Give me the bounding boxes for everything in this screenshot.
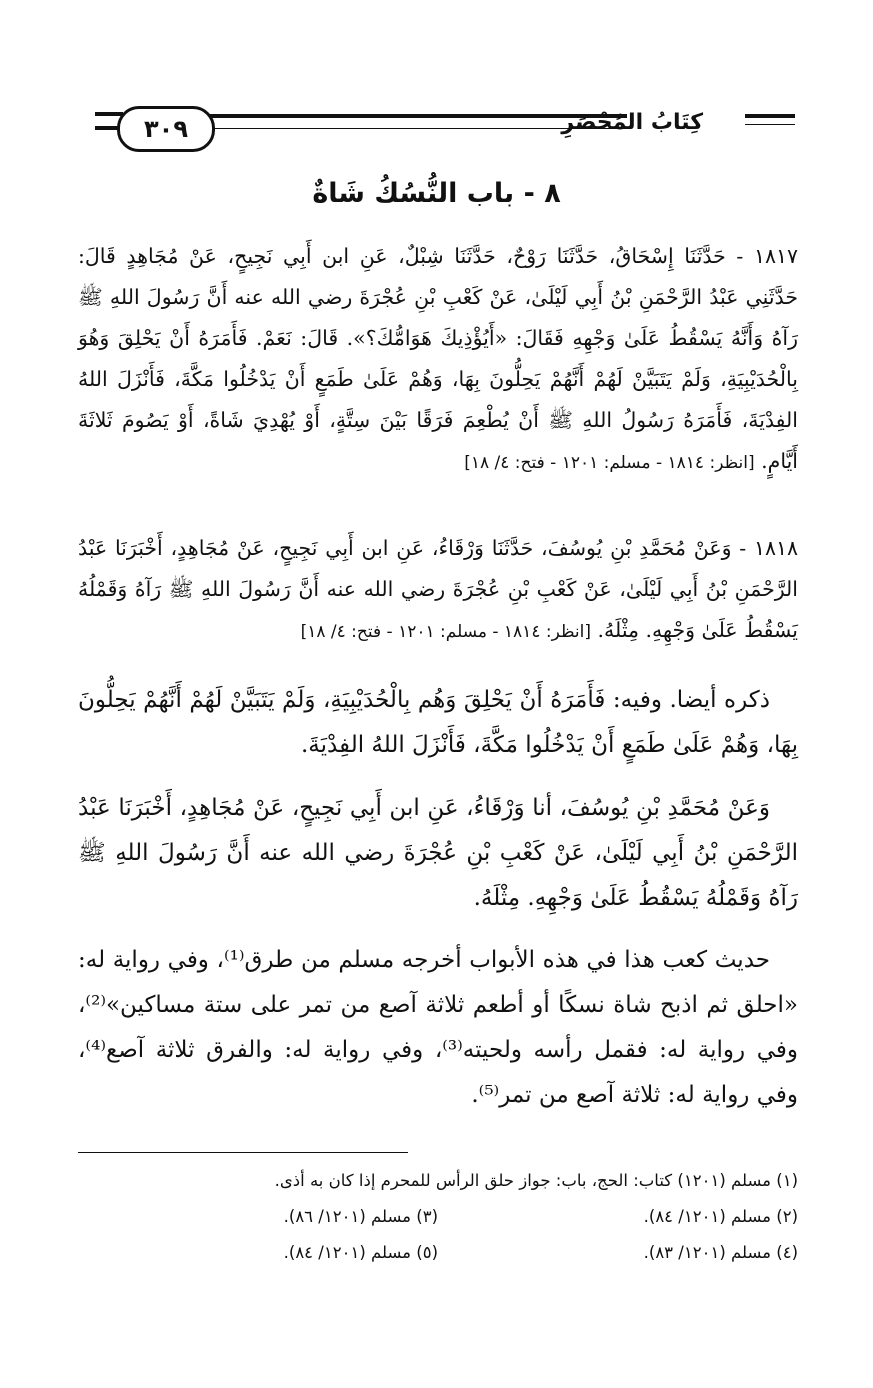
footnote-3: (٣) مسلم (١٢٠١/ ٨٦).: [283, 1206, 438, 1226]
hadith-1817: [78, 236, 798, 484]
footnote-1: (١) مسلم (١٢٠١) كتاب: الحج، باب: جواز حلق الرأس للمحرم إذا كان به أذى.: [274, 1170, 798, 1190]
commentary-text-2: وَعَنْ مُحَمَّدِ بْنِ يُوسُفَ، أنا وَرْقَاءُ، عَنِ ابن أَبِي نَجِيحٍ، عَنْ مُجَاهِدٍ، أَخْبَرَنَا عَبْدُ الرَّحْمَنِ بْنُ أَبِي لَيْلَىٰ، عَنْ كَعْبِ بْنِ عُجْرَةَ رضي الله عنه أَنَّ رَسُولَ اللهِ ﷺ رَآهُ وَقَمْلُهُ يَسْقُطُ عَلَىٰ وَجْهِهِ. مِثْلَهُ.: [78, 795, 798, 911]
footnote-separator: [78, 1152, 408, 1153]
header-rule-right-bottom: [745, 124, 795, 125]
chapter-title: ٨ - باب النُّسُكُ شَاةٌ: [312, 178, 561, 209]
hadith-1817-reference: [انظر: ١٨١٤ - مسلم: ١٢٠١ - فتح: ٤/ ١٨]: [464, 453, 755, 473]
footnote-5: (٥) مسلم (١٢٠١/ ٨٤).: [283, 1242, 438, 1262]
page-header: [95, 100, 795, 152]
hadith-1818-reference: [انظر: ١٨١٤ - مسلم: ١٢٠١ - فتح: ٤/ ١٨]: [300, 622, 591, 642]
footnote-2: (٢) مسلم (١٢٠١/ ٨٤).: [643, 1206, 798, 1226]
commentary-text-1: ذكره أيضا. وفيه: فَأَمَرَهُ أَنْ يَحْلِقَ وَهُم بِالْحُدَيْبِيَةِ، وَلَمْ يَتَبَيَّنْ لَهُمْ أَنَّهُمْ يَحِلُّونَ بِهَا، وَهُمْ عَلَىٰ طَمَعٍ أَنْ يَدْخُلُوا مَكَّةَ، فَأَنْزَلَ اللهُ الفِدْيَةَ.: [78, 687, 798, 758]
header-rule-left-top: [95, 112, 123, 116]
commentary-paragraph-3: [78, 938, 798, 1118]
hadith-1817-text: ١٨١٧ - حَدَّثَنَا إِسْحَاقُ، حَدَّثَنَا رَوْحٌ، حَدَّثَنَا شِبْلٌ، عَنِ ابن أَبِي نَجِيحٍ، عَنْ مُجَاهِدٍ قَالَ: حَدَّثَنِي عَبْدُ الرَّحْمَنِ بْنُ أَبِي لَيْلَىٰ، عَنْ كَعْبِ بْنِ عُجْرَةَ رضي الله عنه أَنَّ رَسُولَ اللهِ ﷺ رَآهُ وَأَنَّهُ يَسْقُطُ عَلَىٰ وَجْهِهِ فَقَالَ: «أَيُؤْذِيكَ هَوَامُّكَ؟». قَالَ: نَعَمْ. فَأَمَرَهُ أَنْ يَحْلِقَ وَهُوَ بِالْحُدَيْبِيَةِ، وَلَمْ يَتَبَيَّنْ لَهُمْ أَنَّهُمْ يَحِلُّونَ بِهَا، وَهُمْ عَلَىٰ طَمَعٍ أَنْ يَدْخُلُوا مَكَّةَ، فَأَنْزَلَ اللهُ الفِدْيَةَ، فَأَمَرَهُ رَسُولُ اللهِ ﷺ أَنْ يُطْعِمَ فَرَقًا بَيْنَ سِتَّةٍ، أَوْ يُهْدِيَ شَاةً، أَوْ يَصُومَ ثَلاثَةَ أَيَّامٍ.: [78, 244, 798, 473]
hadith-1818: [78, 528, 798, 653]
footnote-4: (٤) مسلم (١٢٠١/ ٨٣).: [643, 1242, 798, 1262]
commentary-text-3: حديث كعب هذا في هذه الأبواب أخرجه مسلم من طرق⁽¹⁾، وفي رواية له: «احلق ثم اذبح شاة نسكًا أو أطعم ثلاثة آصع من تمر على ستة مساكين»⁽²⁾، وفي رواية له: فقمل رأسه ولحيته⁽³⁾، وفي رواية له: والفرق ثلاثة آصع⁽⁴⁾، وفي رواية له: ثلاثة آصع من تمر⁽⁵⁾.: [78, 947, 798, 1108]
commentary-paragraph-1: [78, 678, 798, 768]
commentary-paragraph-2: [78, 786, 798, 921]
book-title: كِتَابُ المُحْصَرِ: [561, 110, 703, 135]
hadith-1818-text: ١٨١٨ - وَعَنْ مُحَمَّدِ بْنِ يُوسُفَ، حَدَّثَنَا وَرْقَاءُ، عَنِ ابن أَبِي نَجِيحٍ، عَنْ مُجَاهِدٍ، أَخْبَرَنَا عَبْدُ الرَّحْمَنِ بْنُ أَبِي لَيْلَىٰ، عَنْ كَعْبِ بْنِ عُجْرَةَ رضي الله عنه أَنَّ رَسُولَ اللهِ ﷺ رَآهُ وَقَمْلُهُ يَسْقُطُ عَلَىٰ وَجْهِهِ. مِثْلَهُ.: [78, 536, 798, 642]
footnotes: [78, 1162, 798, 1270]
header-rule-right-top: [745, 114, 795, 118]
page-number: ٣٠٩: [117, 106, 215, 152]
